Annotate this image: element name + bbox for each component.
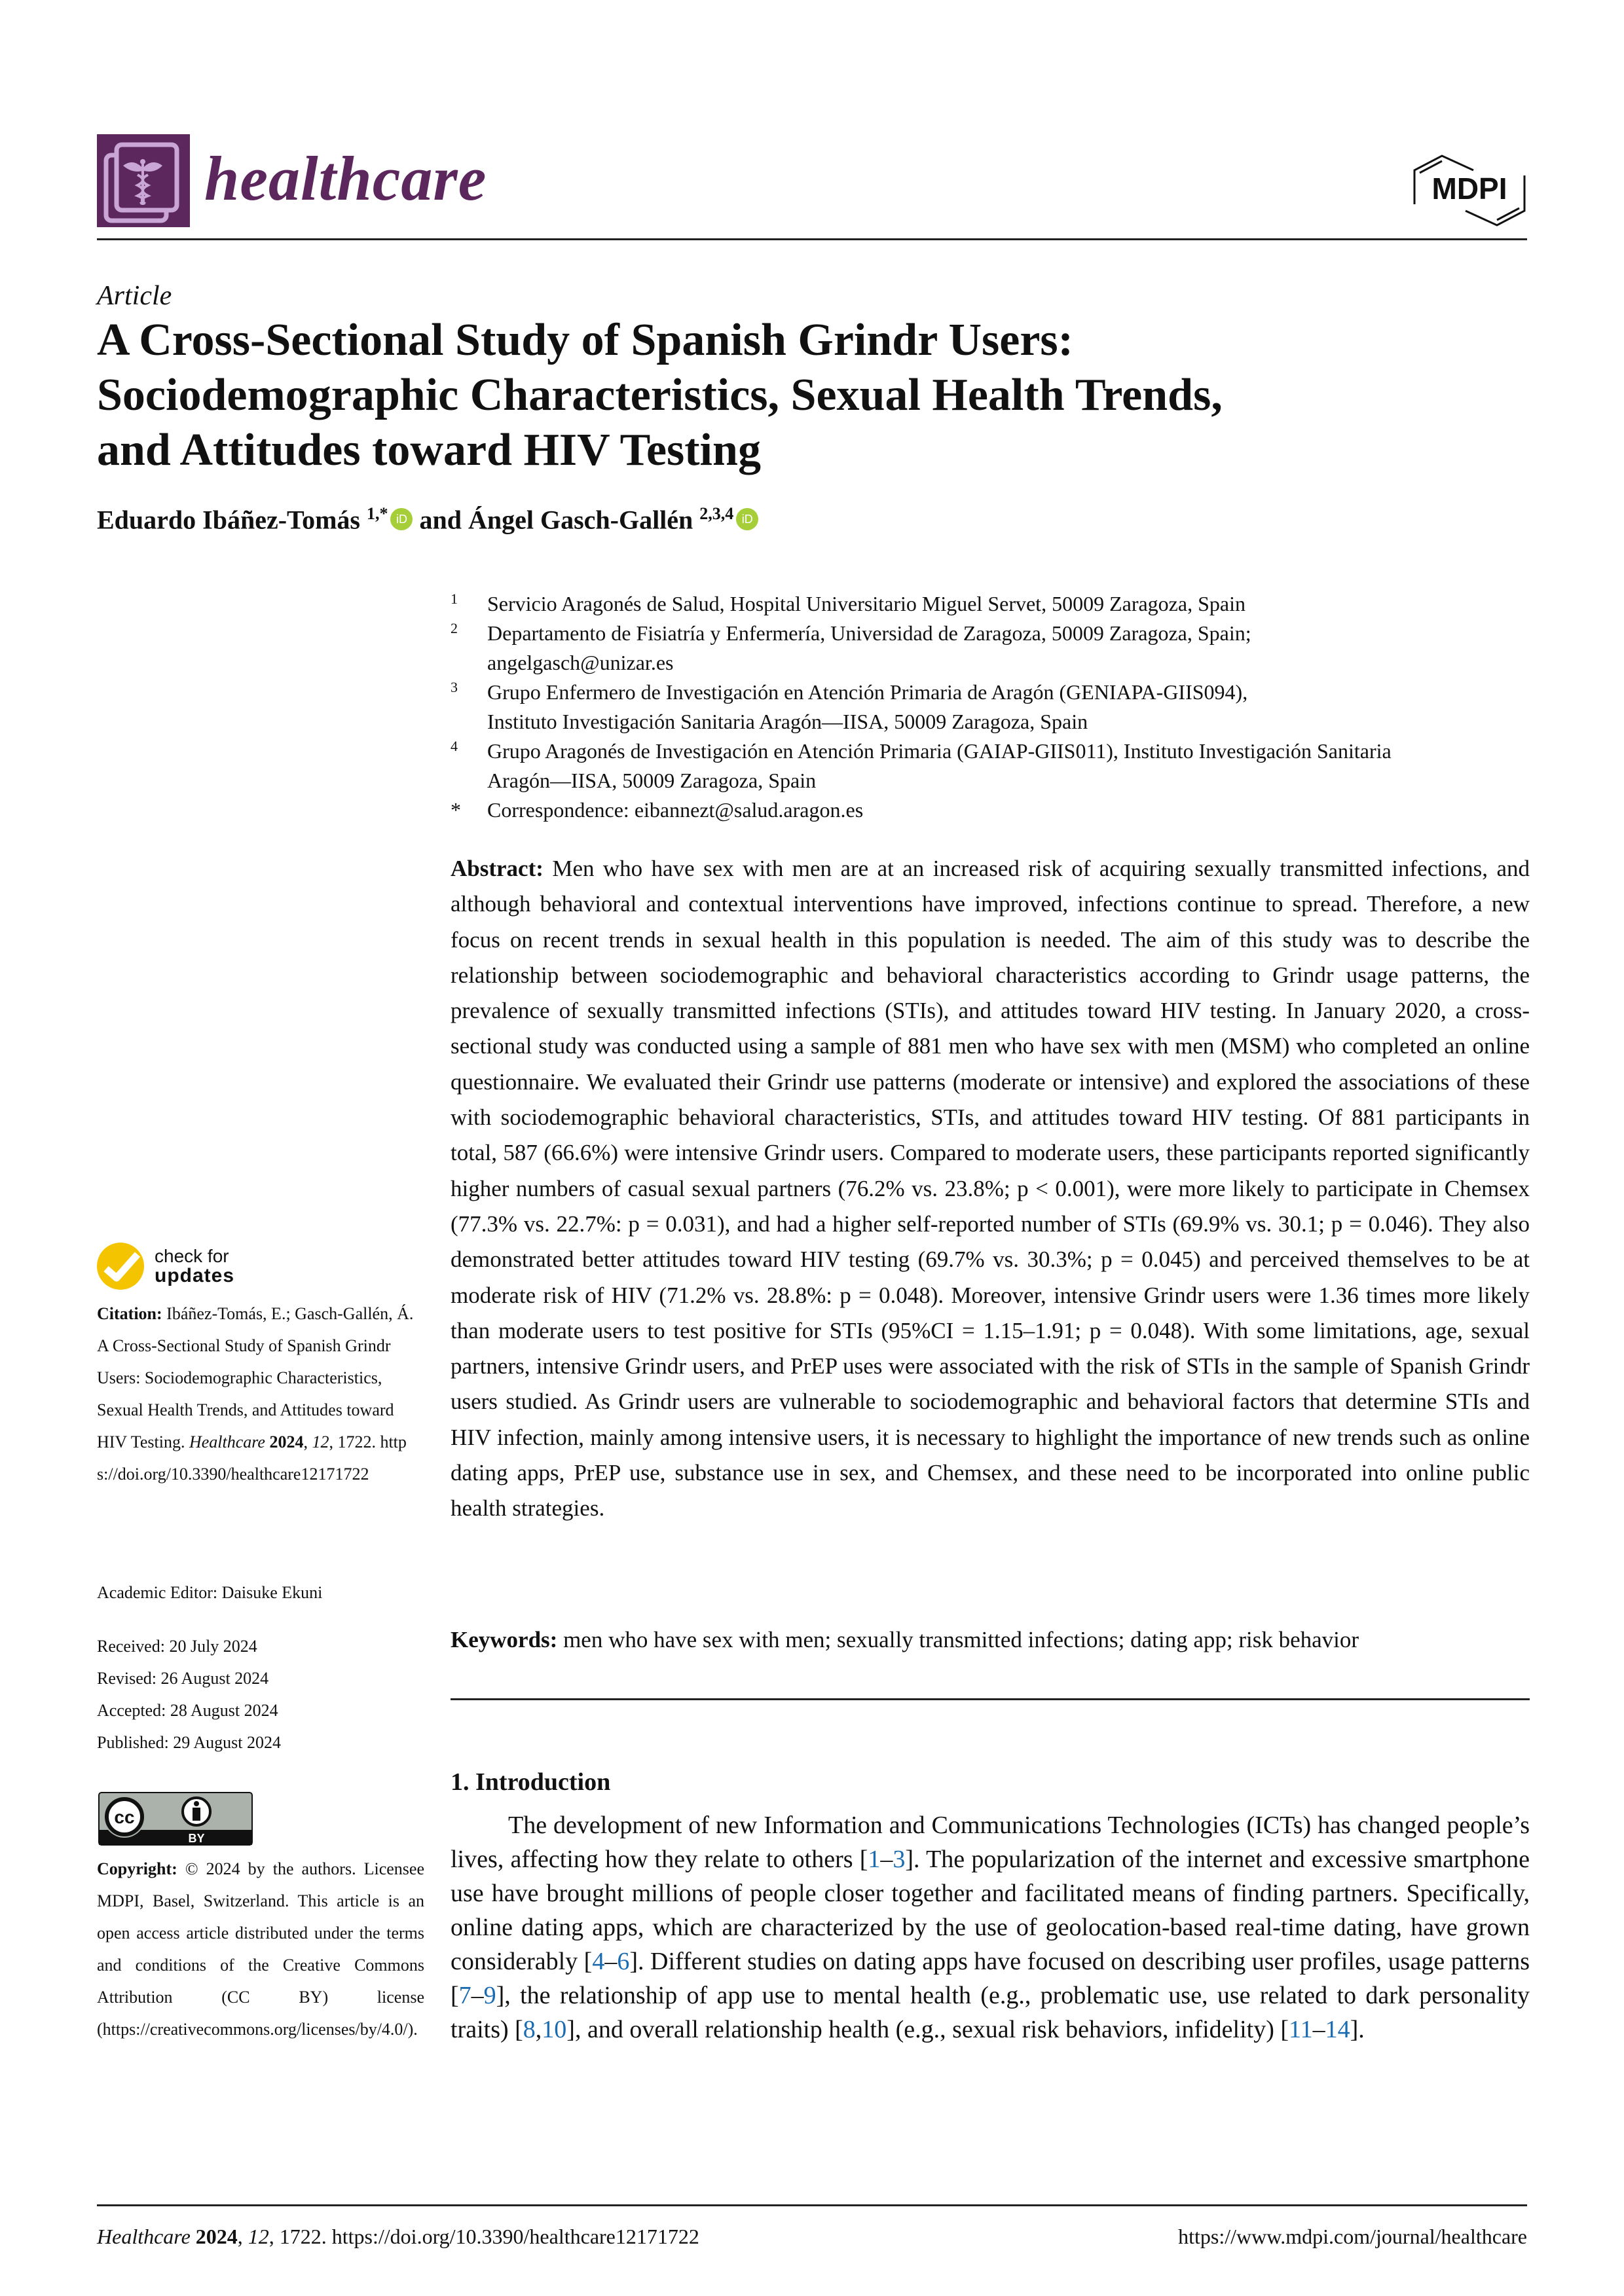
article-type: Article [97, 281, 172, 311]
author-affiliation-sup: 1,* [366, 504, 388, 523]
date-published: Published: 29 August 2024 [97, 1733, 281, 1752]
correspondence-marker: * [451, 798, 461, 822]
header-rule [97, 238, 1527, 240]
affiliation-text: Grupo Enfermero de Investigación en Atención Primaria de Aragón (GENIAPA-GIIS094), [487, 680, 1248, 704]
keywords-text: men who have sex with men; sexually transmitted infections; dating app; risk behavior [563, 1627, 1359, 1652]
footer-rule [97, 2204, 1527, 2206]
citation-journal: Healthcare [189, 1432, 265, 1451]
citation-ref-link[interactable]: 7 [458, 1982, 471, 2009]
affiliation-number: 3 [451, 679, 458, 695]
citation-text: Ibáñez-Tomás, E.; Gasch-Gallén, Á. A Cross-Sectional Study of Spanish Grindr Users: Sociodemographic Characteristics, Sexual Health Trends, and Attitudes toward HIV Testing. [97, 1304, 414, 1451]
svg-text:cc: cc [114, 1807, 135, 1827]
mdpi-hexagon-icon [1408, 151, 1532, 229]
affiliation-item [451, 678, 1538, 737]
paragraph-text: ], the relationship of app use to mental health (e.g., problematic use, use related to dark personality traits) [ [451, 1982, 1530, 2043]
abstract [451, 851, 1530, 1527]
orcid-icon[interactable]: iD [390, 508, 413, 530]
paragraph-text: , [535, 2016, 542, 2043]
citation-volume: 12 [312, 1432, 329, 1451]
svg-text:BY: BY [188, 1832, 205, 1845]
citation-block: Citation: Ibáñez-Tomás, E.; Gasch-Gallén, Á. A Cross-Sectional Study of Spanish Grindr Users: Sociodemographic Characteristics, Sexual Health Trends, and Attitudes toward HIV Testing. Healthcare 2024, 12, 1722. https://doi.org/10.3390/healthcare12171722 [97, 1304, 414, 1484]
footer-journal-url[interactable]: https://www.mdpi.com/journal/healthcare [1178, 2225, 1527, 2248]
affiliation-text: Departamento de Fisiatría y Enfermería, Universidad de Zaragoza, 50009 Zaragoza, Spain; [487, 621, 1251, 645]
citation-ref-link[interactable]: 10 [542, 2016, 567, 2043]
affiliation-email[interactable]: angelgasch@unizar.es [487, 651, 674, 674]
paragraph-text: – [604, 1948, 618, 1975]
paragraph-text: ]. [1350, 2016, 1365, 2043]
abstract-label: Abstract: [451, 856, 544, 881]
copyright-text: © 2024 by the authors. Licensee MDPI, Basel, Switzerland. This article is an open access article distributed under the terms and conditions of the Creative Commons Attribution (CC BY) license (https://creativecommons.org/licenses/by/4.0/). [97, 1859, 424, 2039]
svg-text:MDPI: MDPI [1431, 172, 1507, 206]
date-accepted: Accepted: 28 August 2024 [97, 1701, 278, 1720]
affiliation-item [451, 737, 1538, 795]
keywords-label: Keywords: [451, 1627, 558, 1652]
date-received: Received: 20 July 2024 [97, 1637, 257, 1656]
footer-volume: 12 [248, 2225, 269, 2248]
citation-ref-link[interactable]: 8 [523, 2016, 536, 2043]
title-line: and Attitudes toward HIV Testing [97, 425, 761, 475]
copyright-block [97, 1853, 424, 2045]
introduction-paragraph [451, 1808, 1530, 2047]
keywords [451, 1622, 1530, 1658]
correspondence-item [451, 795, 1538, 825]
abstract-text: Men who have sex with men are at an increased risk of acquiring sexually transmitted infections, and although behavioral and contextual interventions have improved, infections continue to spread. Therefore, a new focus on recent trends in sexual health in this population is needed. The aim of this study was to describe the relationship between sociodemographic and behavioral characteristics according to Grindr usage patterns, the prevalence of sexually transmitted infections (STIs), and attitudes toward HIV testing. In January 2020, a cross-sectional study was conducted using a sample of 881 men who have sex with men (MSM) who completed an online questionnaire. We evaluated their Grindr use patterns (moderate or intensive) and explored the associations of these with sociodemographic behavioral characteristics, STIs, and attitudes toward HIV testing. Of 881 participants in total, 587 (66.6%) were intensive Grindr users. Compared to moderate users, these participants reported significantly higher numbers of casual sexual partners (76.2% vs. 23.8%; p < 0.001), were more likely to participate in Chemsex (77.3% vs. 22.7%: p = 0.031), and had a higher self-reported number of STIs (69.9% vs. 30.1; p = 0.046). They also demonstrated better attitudes toward HIV testing (69.7% vs. 30.3%; p = 0.045) and perceived themselves to be at moderate risk of HIV (71.2% vs. 28.8%: p = 0.048). Moreover, intensive Grindr users were 1.36 times more likely than moderate users to test positive for STIs (95%CI = 1.15–1.91; p = 0.048). With some limitations, age, sexual partners, intensive Grindr users, and PrEP uses were associated with the risk of STIs in the sample of Spanish Grindr users studied. As Grindr users are vulnerable to sociodemographic and behavioral factors that determine STIs and HIV infection, mainly among intensive users, it is necessary to highlight the importance of new trends such as online dating apps, PrEP use, substance use in sex, and Chemsex, and these need to be incorporated into online public health strategies. [451, 856, 1530, 1522]
publication-dates [97, 1630, 281, 1758]
check-updates-line2: updates [155, 1265, 235, 1286]
citation-ref-link[interactable]: 9 [483, 1982, 496, 2009]
cc-by-license-badge[interactable] [98, 1792, 253, 1846]
footer-citation: Healthcare 2024, 12, 1722. https://doi.org/10.3390/healthcare12171722 [97, 2225, 699, 2248]
citation-ref-link[interactable]: 11 [1289, 2016, 1313, 2043]
check-for-updates-button[interactable] [97, 1243, 234, 1290]
orcid-icon[interactable]: iD [736, 508, 758, 530]
paragraph-text: ], and overall relationship health (e.g., sexual risk behaviors, infidelity) [ [566, 2016, 1289, 2043]
affiliation-text: Aragón—IISA, 50009 Zaragoza, Spain [487, 769, 817, 792]
citation-ref-link[interactable]: 1 [868, 1846, 881, 1873]
creative-commons-icon [98, 1792, 253, 1846]
correspondence-text[interactable]: Correspondence: eibannezt@salud.aragon.es [487, 798, 864, 822]
paragraph-text: – [1312, 2016, 1325, 2043]
check-updates-text [155, 1247, 234, 1286]
journal-logo [97, 134, 190, 227]
paragraph-text: – [880, 1846, 893, 1873]
paragraph-text: The development of new Information and Communications Technologies (ICTs) has changed people’s lives, affecting how they relate to others [ [451, 1812, 1530, 1873]
affiliation-text: Servicio Aragonés de Salud, Hospital Universitario Miguel Servet, 50009 Zaragoza, Spain [487, 592, 1246, 615]
caduceus-icon [97, 134, 190, 227]
affiliations [451, 589, 1538, 825]
mdpi-logo [1408, 151, 1532, 229]
journal-name: healthcare [204, 143, 487, 213]
affiliation-text: Grupo Aragonés de Investigación en Atención Primaria (GAIAP-GIIS011), Instituto Investigación Sanitaria [487, 739, 1392, 763]
affiliation-number: 4 [451, 738, 458, 754]
citation-doi-link[interactable]: https://doi.org/10.3390/healthcare12171722 [97, 1432, 407, 1484]
affiliation-item [451, 589, 1538, 619]
citation-year: 2024 [269, 1432, 304, 1451]
copyright-label: Copyright: [97, 1859, 177, 1878]
article-title [97, 313, 1407, 478]
paragraph-text: ]. Different studies on dating apps have focused on describing user profiles, usage patterns [ [451, 1948, 1530, 2009]
citation-article-number: , 1722. [329, 1432, 376, 1451]
author-name[interactable]: Ángel Gasch-Gallén [468, 505, 693, 535]
title-line: A Cross-Sectional Study of Spanish Grindr Users: [97, 315, 1073, 365]
footer-journal: Healthcare [97, 2225, 191, 2248]
citation-ref-link[interactable]: 4 [592, 1948, 605, 1975]
academic-editor: Academic Editor: Daisuke Ekuni [97, 1583, 323, 1602]
abstract-divider [451, 1698, 1530, 1700]
citation-ref-link[interactable]: 14 [1325, 2016, 1350, 2043]
author-name[interactable]: Eduardo Ibáñez-Tomás [97, 505, 360, 535]
paragraph-text: ]. The popularization of the internet and excessive smartphone use have brought millions of people closer together and facilitated means of finding partners. Specifically, online dating apps, which are characterized by the use of geolocation-based real-time dating, have grown considerably [ [451, 1846, 1530, 1975]
affiliation-text: Instituto Investigación Sanitaria Aragón—IISA, 50009 Zaragoza, Spain [487, 710, 1088, 733]
author-list [97, 504, 758, 535]
citation-ref-link[interactable]: 3 [893, 1846, 906, 1873]
footer-year: 2024 [195, 2225, 238, 2248]
citation-label: Citation: [97, 1304, 162, 1323]
author-affiliation-sup: 2,3,4 [699, 504, 734, 523]
affiliation-number: 2 [451, 620, 458, 636]
affiliation-item [451, 619, 1538, 678]
check-updates-icon [97, 1243, 144, 1290]
author-joiner: and [419, 505, 462, 535]
check-updates-line1: check for [155, 1246, 229, 1266]
title-line: Sociodemographic Characteristics, Sexual Health Trends, [97, 370, 1223, 420]
date-revised: Revised: 26 August 2024 [97, 1669, 269, 1688]
paragraph-text: – [471, 1982, 484, 2009]
footer-doi[interactable]: , 1722. https://doi.org/10.3390/healthcare12171722 [268, 2225, 699, 2248]
citation-ref-link[interactable]: 6 [617, 1948, 630, 1975]
affiliation-number: 1 [451, 591, 458, 607]
section-heading-introduction: 1. Introduction [451, 1768, 611, 1796]
